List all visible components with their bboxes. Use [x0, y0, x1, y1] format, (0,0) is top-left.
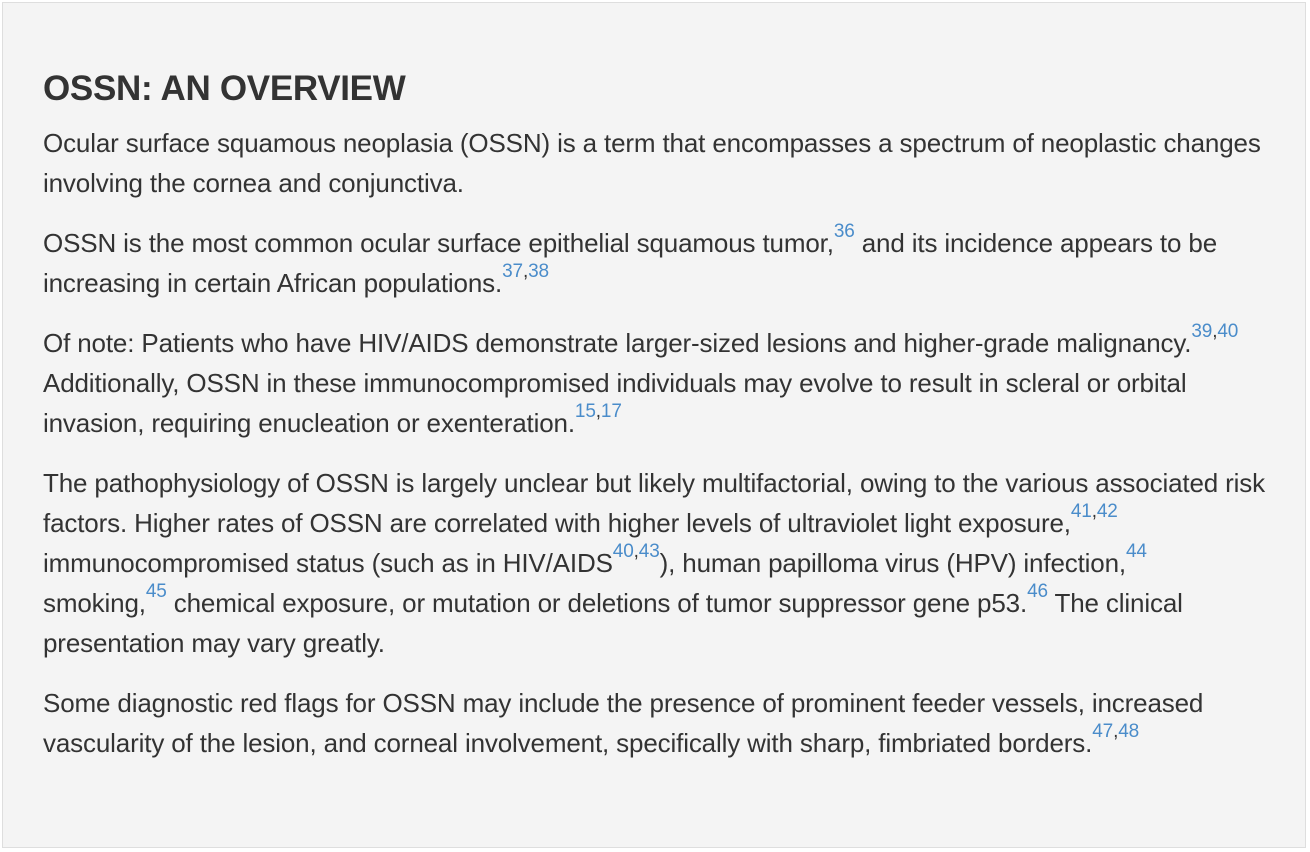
citation-group: [1092, 721, 1139, 742]
citation-separator: ,: [1091, 501, 1097, 523]
citation-group: [502, 261, 549, 282]
citation-separator: ,: [1113, 721, 1119, 743]
paragraph-text: Additionally, OSSN in these immunocompromised individuals may evolve to result in scleral or orbital invasion, requiring enucleation or exenteration.: [43, 368, 1187, 438]
paragraph-hiv-note: [43, 323, 1265, 443]
citation-separator: ,: [633, 541, 639, 563]
citation-link[interactable]: 40: [612, 541, 634, 563]
citation-link[interactable]: 46: [1027, 581, 1048, 603]
citation-link[interactable]: 44: [1126, 541, 1147, 563]
paragraph-text: The clinical presentation may vary greatly.: [43, 588, 1183, 658]
citation-link[interactable]: 41: [1070, 501, 1092, 523]
citation-separator: ,: [1212, 321, 1218, 343]
paragraph-red-flags: [43, 683, 1265, 763]
citation-group: [1027, 581, 1048, 602]
citation-group: [1071, 501, 1118, 522]
overview-panel: [2, 2, 1306, 848]
citation-link[interactable]: 40: [1217, 321, 1239, 343]
citation-link[interactable]: 45: [145, 581, 167, 603]
paragraph-text: ), human papilloma virus (HPV) infection,: [659, 548, 1126, 578]
paragraph-text: and its incidence appears to be increasing in certain African populations.: [43, 228, 1218, 298]
paragraph-definition: [43, 123, 1265, 203]
citation-separator: ,: [595, 401, 601, 423]
citation-link[interactable]: 37: [502, 261, 523, 283]
citation-group: [1126, 541, 1147, 562]
citation-separator: ,: [522, 261, 529, 283]
paragraph-text: Some diagnostic red flags for OSSN may include the presence of prominent feeder vessels, increased vascularity of the lesion, and corneal involvement, specifically with sharp, fimbriated borders.: [43, 688, 1204, 758]
citation-group: [1191, 321, 1238, 342]
citation-link[interactable]: 43: [638, 541, 660, 563]
paragraph-text: The pathophysiology of OSSN is largely unclear but likely multifactorial, owing to the various associated risk factors. Higher rates of OSSN are correlated with higher levels of ultraviolet light exposure,: [43, 468, 1265, 538]
section-title: OSSN: AN OVERVIEW: [43, 69, 406, 108]
paragraph-text: chemical exposure, or mutation or deletions of tumor suppressor gene p53.: [166, 588, 1028, 618]
citation-link[interactable]: 42: [1096, 501, 1118, 523]
paragraph-text: OSSN is the most common ocular surface epithelial squamous tumor,: [43, 228, 834, 258]
citation-link[interactable]: 39: [1191, 321, 1213, 343]
citation-link[interactable]: 17: [600, 401, 622, 423]
citation-link[interactable]: 15: [574, 401, 596, 423]
citation-group: [834, 221, 855, 242]
citation-group: [613, 541, 660, 562]
citation-link[interactable]: 36: [833, 221, 855, 243]
citation-group: [575, 401, 622, 422]
citation-link[interactable]: 47: [1092, 721, 1114, 743]
paragraph-text: immunocompromised status (such as in HIV/AIDS: [43, 548, 613, 578]
citation-link[interactable]: 48: [1118, 721, 1140, 743]
citation-link[interactable]: 38: [528, 261, 549, 283]
paragraph-text: Ocular surface squamous neoplasia (OSSN) is a term that encompasses a spectrum of neoplastic changes involving the cornea and conjunctiva.: [43, 128, 1261, 198]
citation-group: [146, 581, 167, 602]
paragraph-incidence: [43, 223, 1265, 303]
paragraph-text: Of note: Patients who have HIV/AIDS demonstrate larger-sized lesions and higher-grade malignancy.: [43, 328, 1192, 358]
paragraph-pathophysiology: [43, 463, 1265, 663]
paragraph-text: smoking,: [43, 588, 146, 618]
